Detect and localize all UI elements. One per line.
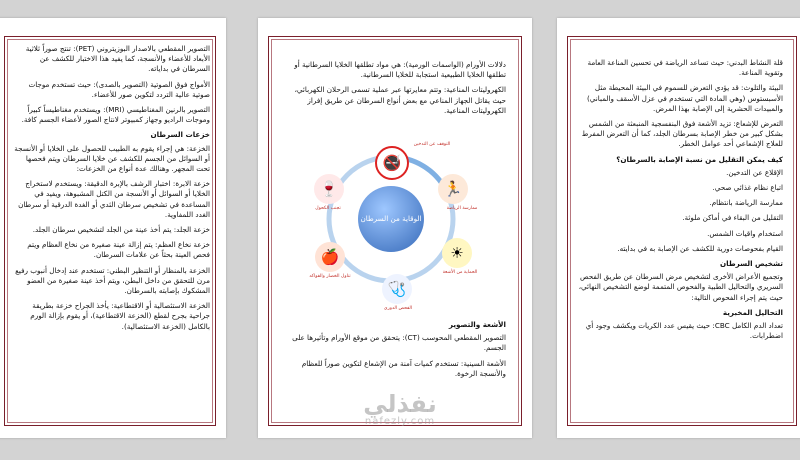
diagram-label: الحماية من الأشعة <box>442 270 478 275</box>
sun-icon: ☀ <box>442 238 472 268</box>
paragraph: التصوير المقطعي المحوسب (CT): يتحقق من موقع الأورام وتأثيرها على الجسم. <box>292 333 506 353</box>
paragraph: الكهروليتات المناعية: وتتم معايرتها عبر عملية تسمى الرحلان الكهربائي، حيث يقاتل الجهاز المناعي مع بعض أنواع السرطان عن طريق إفراز الكهروليتات المناعية. <box>294 85 506 115</box>
paragraph: الخزعة الاستئصالية أو الاقتطاعية: يأخذ الجراح خزعة بطريقة جراحية بجرح لقطع (الخزعة الاقتطاعية)، أو يقوم بإزالة الورم بالكامل (الخزعة الاستئصالية). <box>30 301 210 331</box>
paragraph: التقليل من البقاء في أماكن ملوثة. <box>682 213 783 223</box>
document-page-right <box>557 18 800 438</box>
paragraph: التصوير المقطعي بالاصدار البوزيتروني (PET): تنتج صوراً ثلاثية الأبعاد للأعضاء والأنسجة، كما يفيد هذا الاختبار للكشف عن السرطان في بداياته. <box>25 44 210 74</box>
paragraph: الخزعة بالمنظار أو التنظير البطني: تستخدم عند إدخال أنبوب رفيع مرن للتحقق من داخل البطن، ويتم أخذ عينة صغيرة من العضو المشكوك بإصابته بالسرطان. <box>15 265 210 296</box>
paragraph: تعداد الدم الكامل CBC: حيث يقيس عدد الكريات ويكشف وجود أي اضطرابات. <box>585 321 783 341</box>
paragraph: القيام بفحوصات دورية للكشف عن الإصابة به في بدايته. <box>617 243 783 253</box>
diagram-label: الفحص الدوري <box>383 306 413 311</box>
fruits-icon: 🍎 <box>315 242 345 272</box>
paragraph: خزعة الجلد: يتم أخذ عينة من الجلد لتشخيص سرطان الجلد. <box>32 225 210 235</box>
cancer-prevention-diagram <box>298 124 488 314</box>
paragraph: قلة النشاط البدني: حيث تساعد الرياضة في تحسين المناعة العامة وتقوية المناعة. <box>587 58 783 78</box>
section-heading: كيف يمكن التقليل من نسبة الإصابة بالسرطان؟ <box>616 154 783 164</box>
document-page-middle <box>258 18 532 438</box>
paragraph: دلالات الأورام (الواسمات الورمية): هي مواد تطلقها الخلايا السرطانية أو تطلقها الخلايا الطبيعية استجابة للخلايا السرطانية. <box>294 60 506 80</box>
page-text <box>12 44 210 337</box>
watermark-latin: nafezly.com <box>364 416 436 427</box>
diagram-center-label: الوقاية من السرطان <box>360 214 422 223</box>
diagram-label: ممارسة الرياضة <box>446 206 478 211</box>
document-page-left <box>0 18 226 438</box>
section-heading: التحاليل المخبرية <box>722 307 783 317</box>
paragraph: الإقلاع عن التدخين. <box>726 167 783 177</box>
paragraph: اتباع نظام غذائي صحي. <box>712 183 783 193</box>
diagram-label: تناول الخضار والفواكه <box>309 274 351 279</box>
paragraph: ممارسة الرياضة بانتظام. <box>709 198 783 208</box>
diagram-center <box>358 186 424 252</box>
page-text-top <box>286 60 506 121</box>
paragraph: خزعة الابرة: اختبار الرشف بالإبرة الدقيقة: ويستخدم لاستخراج الخلايا أو السوائل أو الأنسجة من الكتل المشبوهة، ويفيد في المساعدة في تشخيص سرطان الثدي أو الغدة الدرقية أو سرطان الغدد اللمفاوية. <box>18 179 210 219</box>
diagram-label: تجنب الكحول <box>315 206 341 211</box>
page-text <box>575 58 783 346</box>
watermark-arabic: نفذلي <box>363 390 437 418</box>
paragraph: البيئة والتلوث: قد يؤدي التعرض للسموم في البيئة المحيطة مثل الأسبستوس (وهي المادة التي تستخدم في عزل الأسقف والمباني) والمبيدات الحشرية إلى الإصابة بهذا المرض. <box>586 83 783 113</box>
paragraph: الخزعة: هي إجراء يقوم به الطبيب للحصول على الخلايا أو الأنسجة أو السوائل من الجسم للكشف عن خلايا السرطان ويتم فحصها تحت المجهر. وهنالك عدة أنواع من الخزعات: <box>14 143 210 174</box>
paragraph: خزعة نخاع العظم: يتم إزالة عينة صغيرة من نخاع العظام ويتم فحص العينة بحثاً عن علامات السرطان. <box>27 240 210 260</box>
checkup-icon: 🩺 <box>382 274 412 304</box>
diagram-label: التوقف عن التدخين <box>413 142 451 147</box>
paragraph: التصوير بالرنين المغناطيسي (MRI): ويستخدم مغناطيساً كبيراً وموجات الراديو وجهاز كمبيوتر لانتاج الصور لأعضاء الجسم كافة. <box>21 105 210 125</box>
paragraph: الأشعة السينية: تستخدم كميات آمنة من الإشعاع لتكوين صوراً للعظام والأنسجة الرخوة. <box>301 358 506 378</box>
paragraph: وتجميع الأعراض الأخرى لتشخيص مرض السرطان عن طريق الفحص السريري والتحاليل الطبية والفحوص المتممة لوضع التشخيص النهائي، حيث يتم إجراء الفحوص التالية: <box>578 272 783 302</box>
nafezly-watermark <box>330 392 470 427</box>
no-alcohol-icon: 🍷 <box>314 174 344 204</box>
paragraph: الأمواج فوق الصوتية (التصوير بالصدى): حيث تستخدم موجات صوتية عالية التردد لتكوين صور للأعضاء. <box>28 79 210 99</box>
section-heading: خزعات السرطان <box>150 130 210 140</box>
page-text-bottom <box>286 320 506 384</box>
section-heading: تشخيص السرطان <box>720 259 783 269</box>
paragraph: استخدام واقيات الشمس. <box>707 228 783 238</box>
section-heading: الأشعة والتصوير <box>448 320 506 329</box>
no-smoking-icon: 🚭 <box>375 146 409 180</box>
exercise-icon: 🏃 <box>438 174 468 204</box>
paragraph: التعرض للإشعاع: تزيد الأشعة فوق البنفسجية المنبعثة من الشمس بشكل كبير من خطر الإصابة بسرطان الجلد، كما أن التعرض المفرط للعلاج الإشعاعي أحد عوامل الخطر. <box>581 119 783 149</box>
